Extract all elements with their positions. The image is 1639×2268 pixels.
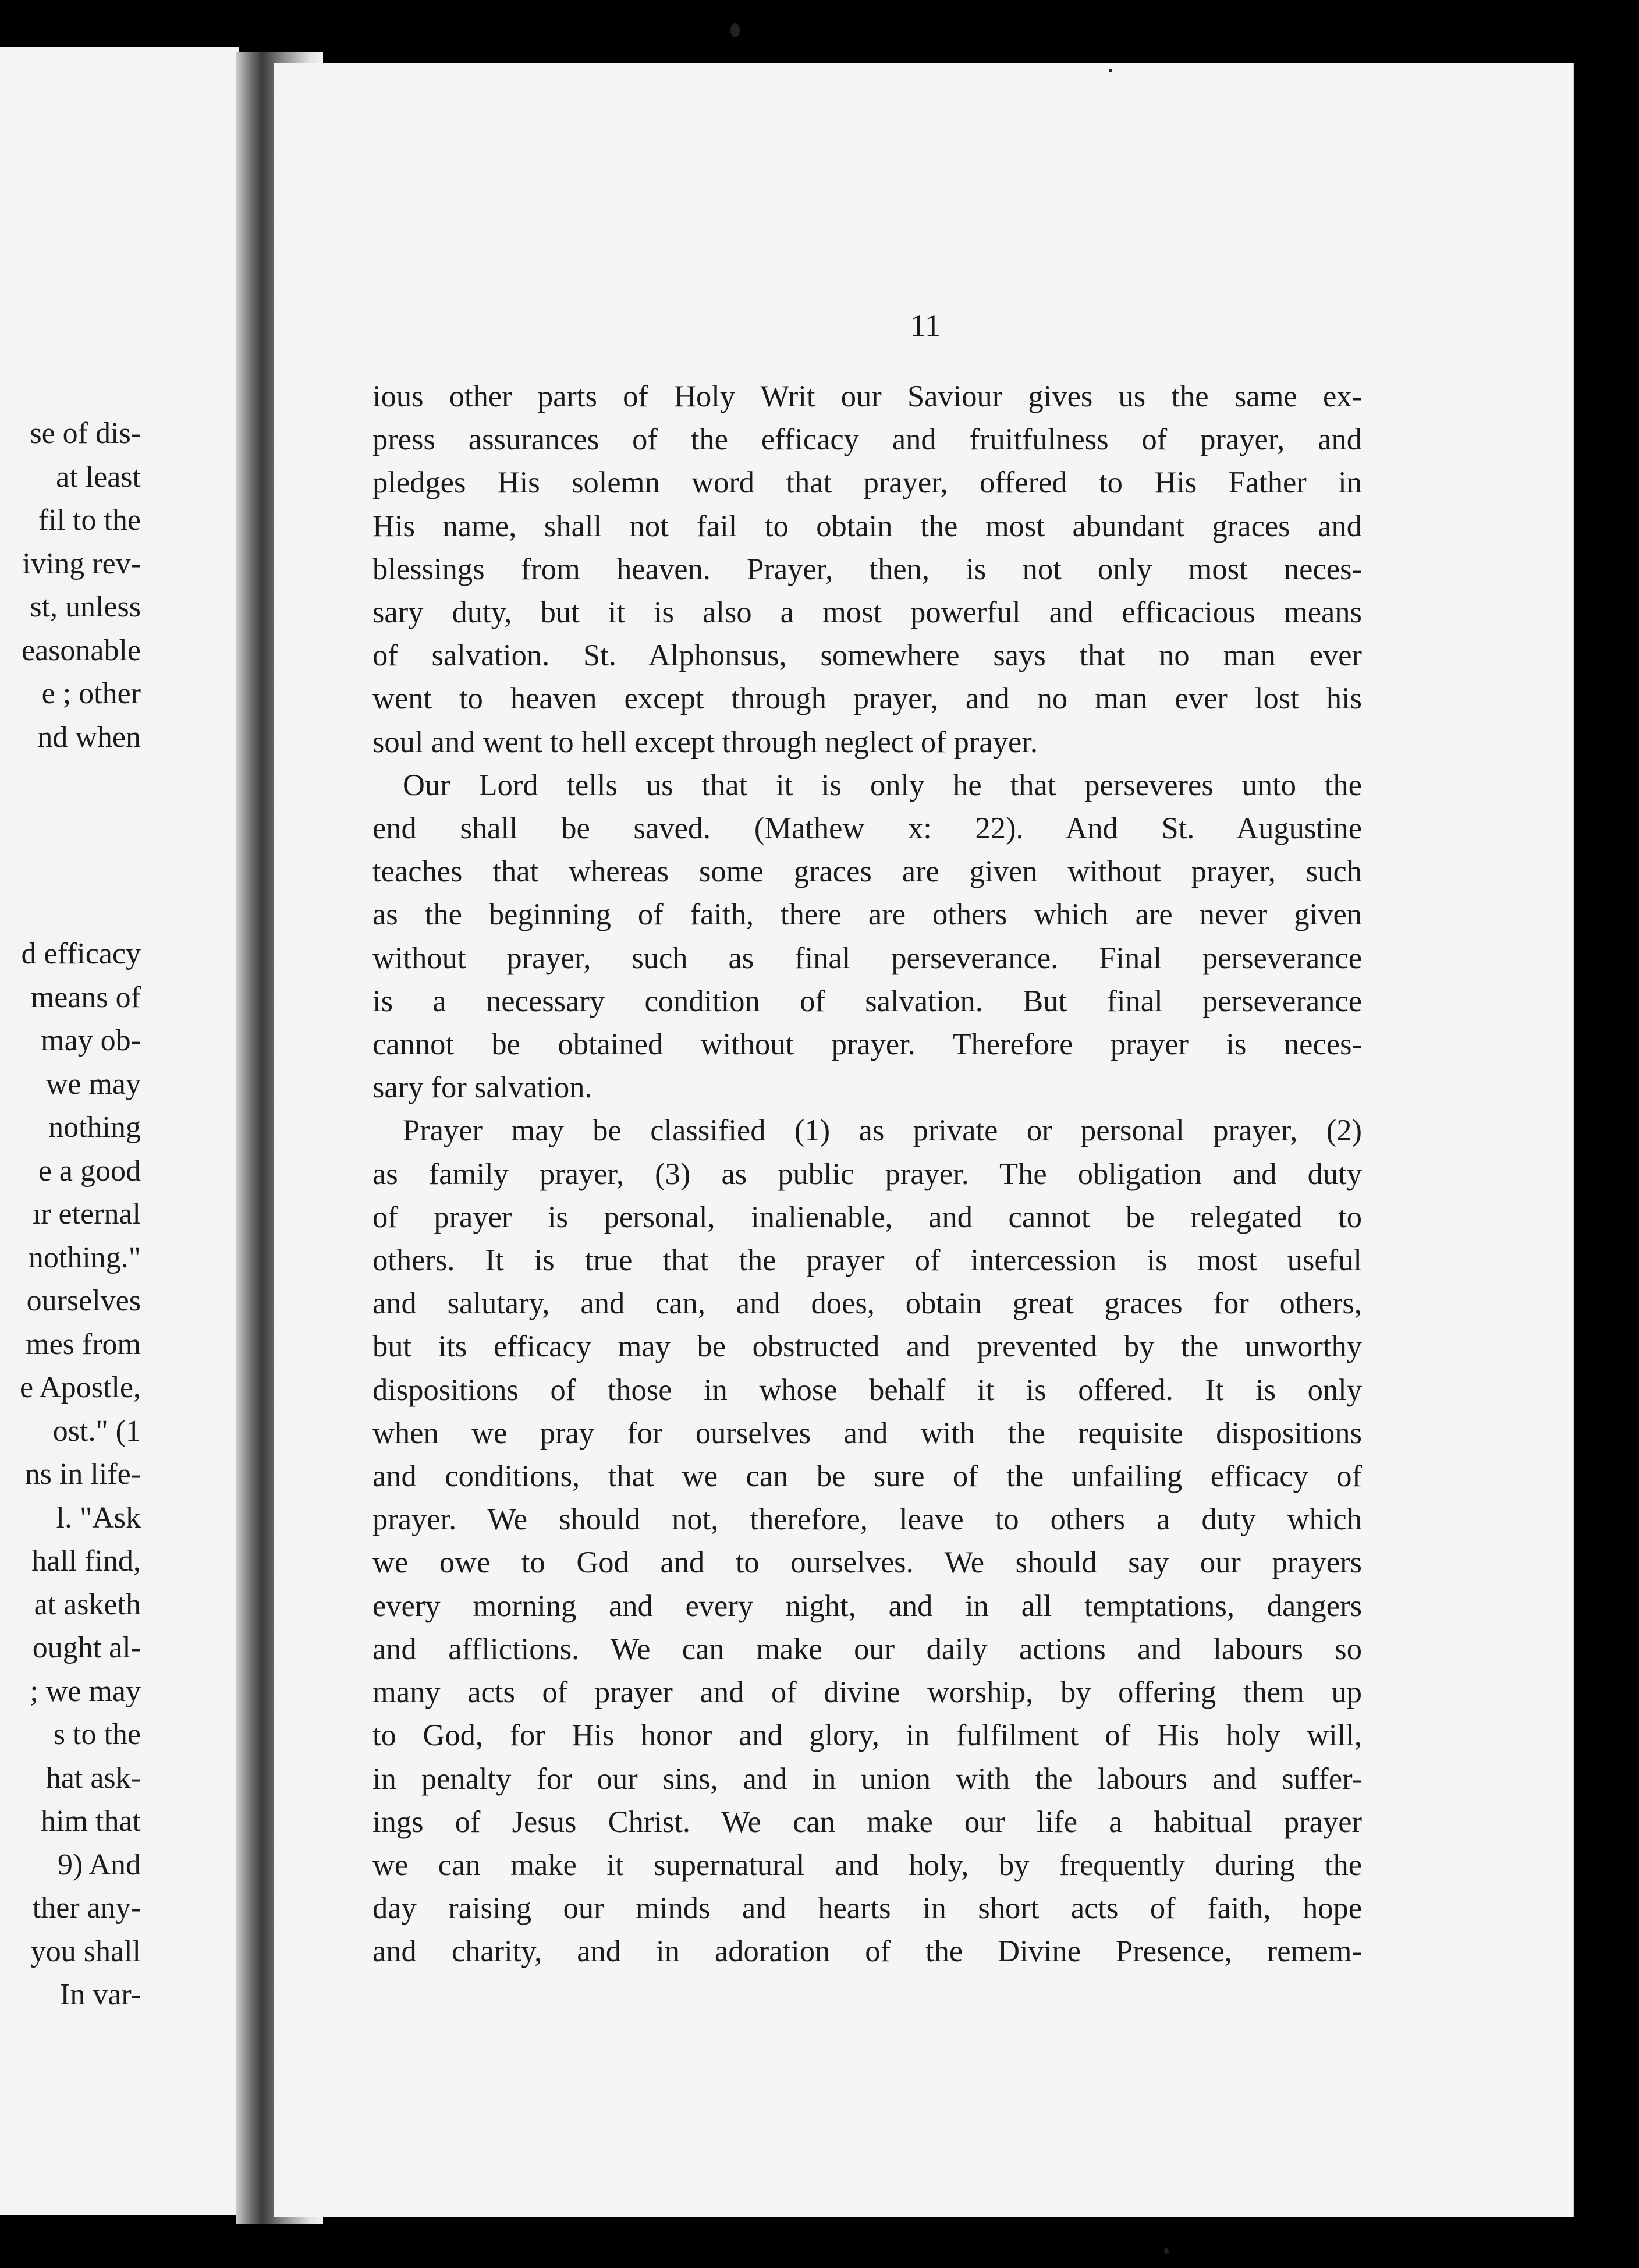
scan-speck <box>1109 69 1112 72</box>
previous-page-line: In var- <box>60 1978 141 2011</box>
previous-page-line: iving rev- <box>22 547 141 580</box>
text-line: of salvation. St. Alphonsus, somewhere says that no man ever <box>372 639 1362 673</box>
previous-page-line: ther any- <box>32 1891 141 1925</box>
previous-page-line: ost." (1 <box>52 1414 141 1448</box>
previous-page-line: e Apostle, <box>20 1371 141 1404</box>
paragraph <box>372 764 1362 1110</box>
text-line: every morning and every night, and in all temptations, dangers <box>372 1589 1362 1623</box>
text-line: as the beginning of faith, there are others which are never given <box>372 898 1362 932</box>
previous-page-line: easonable <box>21 633 141 667</box>
previous-page-line: nothing <box>48 1111 141 1144</box>
text-line: as family prayer, (3) as public prayer. The obligation and duty <box>372 1157 1362 1191</box>
paragraph <box>372 375 1362 764</box>
text-line: sary duty, but it is also a most powerful and efficacious means <box>372 596 1362 630</box>
scan-speck <box>1164 2248 1169 2254</box>
text-line: we can make it supernatural and holy, by frequently during the <box>372 1848 1362 1882</box>
text-line: we owe to God and to ourselves. We should say our prayers <box>372 1546 1362 1580</box>
text-line: without prayer, such as final perseverance. Final perseverance <box>372 941 1362 975</box>
text-line: sary for salvation. <box>372 1071 593 1105</box>
previous-page-line: means of <box>30 980 141 1014</box>
previous-page-line: him that <box>41 1805 141 1838</box>
text-line: cannot be obtained without prayer. Therefore prayer is neces- <box>372 1027 1362 1062</box>
previous-page-line: e a good <box>38 1154 141 1188</box>
previous-page-line: s to the <box>53 1718 141 1751</box>
text-line: press assurances of the efficacy and fruitfulness of prayer, and <box>372 423 1362 457</box>
text-line: soul and went to hell except through neglect of prayer. <box>372 725 1038 759</box>
previous-page-line: at asketh <box>34 1587 141 1621</box>
previous-page-line: nd when <box>37 720 141 754</box>
text-line: end shall be saved. (Mathew x: 22). And St. Augustine <box>372 811 1362 846</box>
text-line: Our Lord tells us that it is only he that perseveres unto the <box>403 768 1362 802</box>
previous-page-line: 9) And <box>58 1848 141 1881</box>
text-line: His name, shall not fail to obtain the most abundant graces and <box>372 509 1362 543</box>
text-line: and salutary, and can, and does, obtain great graces for others, <box>372 1287 1362 1321</box>
text-line: ious other parts of Holy Writ our Saviour gives us the same ex- <box>372 380 1362 413</box>
text-line: Prayer may be classified (1) as private or personal prayer, (2) <box>403 1114 1362 1148</box>
previous-page-line: we may <box>45 1067 141 1101</box>
text-line: dispositions of those in whose behalf it is offered. It is only <box>372 1373 1362 1407</box>
previous-page-line: at least <box>56 460 141 494</box>
previous-page-line: e ; other <box>41 677 141 710</box>
previous-page-line: hall find, <box>31 1544 141 1578</box>
previous-page-line: ought al- <box>32 1631 141 1664</box>
previous-page-line: may ob- <box>41 1024 141 1057</box>
text-line: and charity, and in adoration of the Divine Presence, remem- <box>372 1934 1362 1969</box>
paragraph-gap <box>0 759 141 933</box>
text-line: when we pray for ourselves and with the requisite dispositions <box>372 1416 1362 1450</box>
previous-page-line: you shall <box>30 1934 141 1968</box>
previous-page-line: d efficacy <box>21 937 141 970</box>
previous-page-line: nothing." <box>28 1241 141 1274</box>
text-line: went to heaven except through prayer, and no man ever lost his <box>372 682 1362 716</box>
text-line: to God, for His honor and glory, in fulfilment of His holy will, <box>372 1718 1362 1753</box>
text-line: teaches that whereas some graces are given without prayer, such <box>372 855 1362 889</box>
previous-page-line: l. "Ask <box>56 1501 141 1535</box>
text-line: is a necessary condition of salvation. But final perseverance <box>372 984 1362 1018</box>
previous-page-line: ns in life- <box>24 1458 141 1491</box>
text-line: but its efficacy may be obstructed and prevented by the unworthy <box>372 1330 1362 1364</box>
paragraph <box>372 1109 1362 1973</box>
page-body-text <box>372 375 1362 1973</box>
text-line: pledges His solemn word that prayer, offered to His Father in <box>372 466 1362 500</box>
current-page <box>274 63 1574 2217</box>
text-line: blessings from heaven. Prayer, then, is not only most neces- <box>372 552 1362 586</box>
text-line: many acts of prayer and of divine worship, by offering them up <box>372 1675 1362 1710</box>
previous-page-line: fil to the <box>38 504 141 537</box>
previous-page-line: ır eternal <box>32 1197 141 1231</box>
text-line: of prayer is personal, inalienable, and cannot be relegated to <box>372 1200 1362 1234</box>
previous-page-line: ourselves <box>26 1284 141 1317</box>
text-line: prayer. We should not, therefore, leave to others a duty which <box>372 1502 1362 1537</box>
text-line: and afflictions. We can make our daily actions and labours so <box>372 1632 1362 1666</box>
text-line: others. It is true that the prayer of intercession is most useful <box>372 1243 1362 1278</box>
text-line: ings of Jesus Christ. We can make our life a habitual prayer <box>372 1805 1362 1839</box>
previous-page-line: ; we may <box>30 1674 141 1708</box>
previous-page-line: mes from <box>26 1327 141 1361</box>
text-line: day raising our minds and hearts in short acts of faith, hope <box>372 1891 1362 1926</box>
scan-speck <box>730 23 740 37</box>
previous-page-line: se of dis- <box>30 417 141 450</box>
text-line: and conditions, that we can be sure of the unfailing efficacy of <box>372 1459 1362 1494</box>
previous-page-text <box>0 412 141 2017</box>
previous-page <box>0 47 239 2215</box>
previous-page-line: hat ask- <box>45 1761 141 1795</box>
page-number: 11 <box>910 308 941 343</box>
text-line: in penalty for our sins, and in union with the labours and suffer- <box>372 1762 1362 1796</box>
previous-page-line: st, unless <box>30 590 141 623</box>
